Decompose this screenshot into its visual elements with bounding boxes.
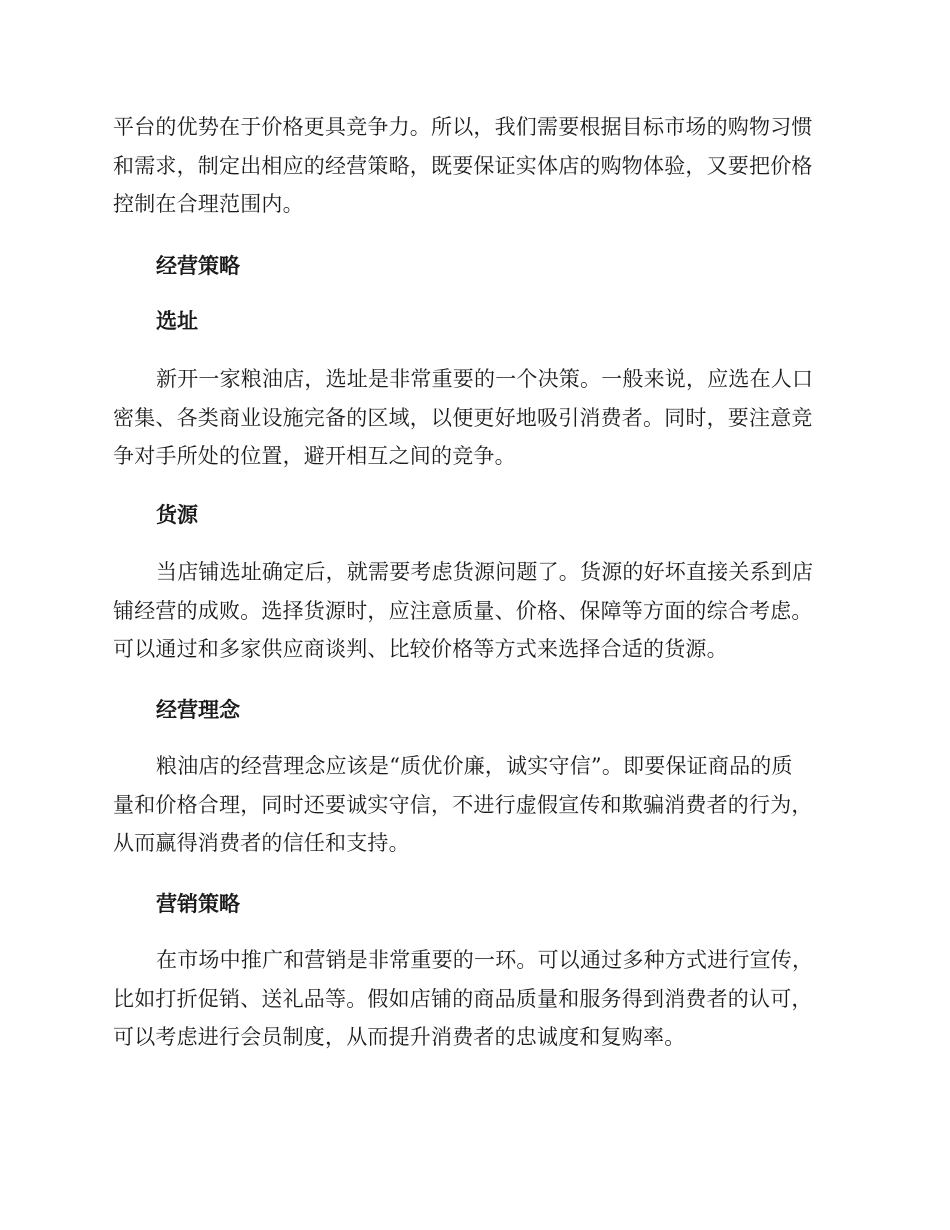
paragraph-line: 平台的优势在于价格更具竞争力。所以，我们需要根据目标市场的购物习惯 — [113, 115, 813, 139]
paragraph-line: 可以通过和多家供应商谈判、比较价格等方式来选择合适的货源。 — [113, 637, 728, 662]
heading-philosophy: 经营理念 — [156, 698, 240, 722]
heading-marketing: 营销策略 — [156, 892, 240, 916]
paragraph-line: 争对手所处的位置，避开相互之间的竞争。 — [113, 444, 516, 469]
paragraph-line: 当店铺选址确定后，就需要考虑货源问题了。货源的好坏直接关系到店 — [156, 560, 814, 584]
paragraph-line: 比如打折促销、送礼品等。假如店铺的商品质量和服务得到消费者的认可， — [113, 986, 813, 1011]
paragraph-line: 控制在合理范围内。 — [113, 192, 304, 217]
paragraph-line: 密集、各类商业设施完备的区域，以便更好地吸引消费者。同时，要注意竞 — [113, 405, 813, 430]
paragraph-line: 量和价格合理，同时还要诚实守信，不进行虚假宣传和欺骗消费者的行为， — [113, 792, 813, 817]
paragraph-line: 和需求，制定出相应的经营策略，既要保证实体店的购物体验，又要把价格 — [113, 153, 813, 178]
intro-paragraph — [113, 108, 833, 224]
paragraph-line: 粮油店的经营理念应该是“质优价廉，诚实守信”。即要保证商品的质 — [156, 754, 793, 778]
paragraph-line: 在市场中推广和营销是非常重要的一环。可以通过多种方式进行宣传， — [156, 948, 814, 972]
heading-site-selection: 选址 — [156, 309, 198, 333]
paragraph-line: 铺经营的成败。选择货源时，应注意质量、价格、保障等方面的综合考虑。 — [113, 598, 813, 623]
paragraph-philosophy — [113, 747, 833, 863]
paragraph-line: 可以考虑进行会员制度，从而提升消费者的忠诚度和复购率。 — [113, 1025, 686, 1050]
paragraph-site-selection — [113, 360, 833, 476]
section-title: 经营策略 — [156, 254, 240, 278]
paragraph-line: 新开一家粮油店，选址是非常重要的一个决策。一般来说，应选在人口 — [156, 367, 814, 391]
paragraph-line: 从而赢得消费者的信任和支持。 — [113, 831, 410, 856]
heading-supply: 货源 — [156, 503, 198, 527]
paragraph-marketing — [113, 941, 833, 1057]
paragraph-supply — [113, 553, 833, 669]
